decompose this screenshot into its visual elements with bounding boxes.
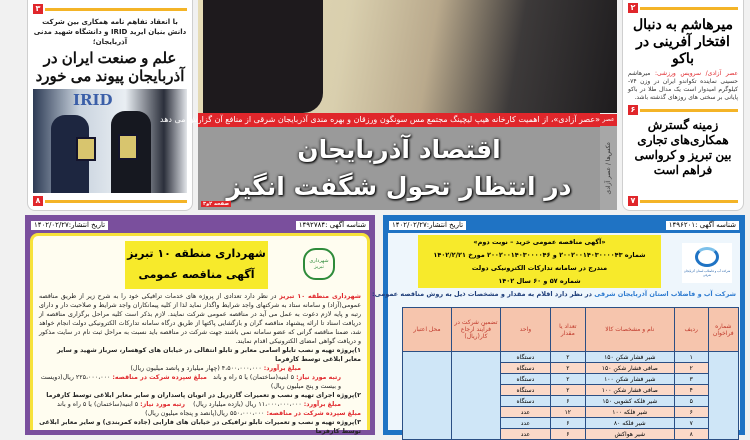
divider — [33, 4, 187, 14]
col-header: تضمین شرکت در فرآیند ارجاع کار(ریال) — [451, 308, 500, 352]
side-tag: عصر — [600, 114, 617, 126]
unit-cell: دستگاه — [500, 363, 550, 374]
item-estimate-rank — [39, 400, 361, 409]
label: مبلغ سپرده شرکت در مناقصه: — [266, 410, 361, 417]
ad-title-line: مندرج در سامانه تدارکات الکترونیکی دولت — [471, 264, 608, 272]
main-story-caption: «عصر آزادی»، از اهمیت کارخانه هیپ لیچینگ مجتمع مس سونگون ورزقان و بهره مندی آذربایجان شرقی از منافع آن گزارش می دهد — [198, 113, 600, 127]
label: مبلغ سپرده شرکت در مناقصه: — [112, 374, 207, 381]
ad-subtitle: آگهی مناقصه عمومی — [138, 268, 255, 281]
water-company-logo — [682, 243, 732, 283]
item-deposit — [39, 409, 361, 418]
divider — [628, 105, 738, 115]
intro-text: در نظر دارد اقلام به مقدار و مشخصات ذیل به روش مناقصه عمومی: — [372, 290, 592, 298]
quantity-cell: ۶ — [550, 429, 585, 440]
row-number-cell: ۶ — [674, 407, 708, 418]
item-name-cell: شیر فلکه کشویی ۱۵۰ — [585, 396, 674, 407]
story-headline: علم و صنعت ایران در آذربایجان پیوند می خورد — [35, 50, 185, 85]
page-number-badge: ۸ — [33, 196, 43, 206]
quantity-cell: ۶ — [550, 418, 585, 429]
headline-line-1: اقتصاد آذربایجان — [297, 135, 501, 164]
value: ۲۲۵،۰۰۰،۰۰۰ ریال(دویست و بیست و پنج میلیون ریال) — [40, 374, 341, 390]
unit-cell: دستگاه — [500, 385, 550, 396]
table-row — [403, 352, 739, 363]
divider-line — [640, 200, 738, 203]
col-header: تعداد یا مقدار — [550, 308, 585, 352]
guarantee-cell — [451, 352, 500, 440]
item-name-cell: شیر فشار شکن ۱۰۰ — [585, 374, 674, 385]
story-text: میرهاشم حسینی نماینده تکواندو ایران در وزن ۷۴- کیلوگرم امیدوار است یک مدال طلا در باکو پایانی بر سختی های روزهای گذشته باشد. — [628, 70, 738, 101]
col-header: واحد — [500, 308, 550, 352]
item-rank-deposit — [39, 373, 361, 391]
row-number-cell: ۱ — [674, 352, 708, 363]
page-number-badge: ۲ — [628, 3, 638, 13]
page-number-badge: ۳ — [33, 4, 43, 14]
main-story-headline — [198, 127, 600, 210]
ad-title: شهرداری منطقه ۱۰ تبریز — [127, 247, 266, 260]
quantity-cell: ۲ — [550, 352, 585, 363]
ad-body — [372, 233, 740, 438]
right-stories-card — [622, 0, 744, 211]
story-photo[interactable] — [33, 89, 187, 193]
label: رتبه مورد نیاز: — [296, 374, 341, 381]
label: رتبه مورد نیاز: — [140, 401, 186, 408]
item-name-cell: شیر فلکه ۸۰ — [585, 418, 674, 429]
quantity-cell: ۲ — [550, 363, 585, 374]
quantity-cell: ۱۲ — [550, 407, 585, 418]
value: ۵۵۰،۰۰۰،۰۰۰ ریال(پانصد و پنجاه میلیون ریال) — [145, 410, 265, 417]
ad-intro — [372, 290, 736, 299]
ad-intro — [39, 292, 361, 346]
story-headline: میرهاشم به دنبال افتخار آفرینی در باکو — [632, 16, 734, 66]
col-header: شماره فراخوان — [708, 308, 738, 352]
ad-id: شناسه آگهی :۱۴۹۶۲۰۱ — [666, 221, 739, 230]
ad-title-line: شماره ۲۰۰۲۰۰۱۴۰۳۰۰۰۰۴۳ و ۲۰۰۲۰۰۱۴۰۳۰۰۰۰۴۶ مورخ ۱۴۰۲/۲/۲۱ — [433, 251, 646, 259]
divider — [628, 196, 738, 206]
logo-caption: شرکت آب و فاضلاب استان آذربایجان شرقی — [683, 269, 731, 277]
funding-cell — [403, 352, 452, 440]
unit-cell: دستگاه — [500, 374, 550, 385]
ad-body — [30, 233, 370, 435]
quantity-cell: ۲ — [550, 374, 585, 385]
value: ۵ ابنیه(ساختمان) یا ۵ راه و باند — [212, 374, 295, 381]
photo-credit — [600, 126, 617, 210]
item-name-cell: صافی فشار شکن ۱۵۰ — [585, 363, 674, 374]
ad-id: شناسه آگهی :۱۴۹۲۷۸۴ — [296, 221, 369, 230]
value: ۴،۵۰۰،۰۰۰،۰۰۰ (چهار میلیارد و پانصد میلیون ریال) — [130, 365, 262, 372]
value: ۵ ابنیه(ساختمان) یا ۵ راه و باند — [57, 401, 139, 408]
left-story-card — [27, 0, 193, 211]
row-number-cell: ۳ — [674, 374, 708, 385]
table-header-row — [403, 308, 739, 352]
row-number-cell: ۸ — [674, 429, 708, 440]
divider-line — [45, 200, 187, 203]
publish-date: تاریخ انتشار:۱۴۰۲/۰۲/۲۷ — [389, 221, 466, 230]
unit-cell: عدد — [500, 418, 550, 429]
value: ۱۱،۰۰۰،۰۰۰،۰۰۰ ریال (یازده میلیارد ریال) — [193, 401, 302, 408]
item-name-cell: شیر هواکش — [585, 429, 674, 440]
unit-cell: دستگاه — [500, 396, 550, 407]
col-header: محل اعتبار — [403, 308, 452, 352]
row-number-cell: ۲ — [674, 363, 708, 374]
story-body — [628, 70, 738, 102]
intro-text: در نظر دارد تعدادی از پروژه های خدمات ترافیکی خود را به شرح زیر از طریق مناقصه عمومی(آزاد) و سامانه ستاد به شرکتهای واجد شرایط واگذار نماید لذا از کلیه پیمانکاران واجد شرایط و صلاحیت دار و دارای رتبه و پایه لازم دعوت به عمل می آید در مناقصه عمومی شرکت نمایند. لازم بذکر است کلیه مراحل برگزاری مناقصه از دریافت اسناد تا ارائه پیشنهاد مناقصه گران و بازگشایی پاکتها از طریق درگاه سامانه تدارکات الکترونیکی دولت انجام خواهد شد، ضمنا مناقصه گرانی که عضو سامانه نمی باشند جهت شرکت در مناقصه باید نسبت به مراحل ثبت نام در سایت مذکور و دریافت گواهی امضای الکترونیکی اقدام نمایند. — [39, 293, 361, 345]
unit-cell: عدد — [500, 407, 550, 418]
plaque — [76, 137, 96, 161]
unit-cell: دستگاه — [500, 352, 550, 363]
main-story-photo[interactable] — [198, 0, 617, 113]
item-title: ۱)پروژه تهیه و نصب تابلو اسامی معابر و تابلو انتقالی در خیابان های کوهسار، سرباز شهید و سایر معابر ابلاغی توسط کارفرما — [56, 347, 361, 363]
row-number-cell: ۷ — [674, 418, 708, 429]
divider-line — [45, 8, 187, 11]
divider-line — [640, 7, 738, 10]
divider — [628, 3, 738, 13]
item-estimate — [39, 364, 361, 373]
items-table — [402, 307, 739, 440]
label: مبلغ برآورد: — [303, 401, 341, 408]
tender-ad-municipality — [25, 215, 375, 435]
ad-title-box — [418, 235, 661, 288]
item-title: ۳)پروژه تهیه و نصب و تعمیرات تابلو ترافیکی در خیابان های فارابی (جاده کمربندی) و سایر معابر ابلاغی توسط کارفرما — [39, 419, 361, 435]
item-name-cell: شیر فلکه ۱۰۰ — [585, 407, 674, 418]
tender-ad-water-company — [372, 215, 745, 438]
intro-highlight: شهرداری منطقه ۱۰ تبریز — [279, 293, 361, 300]
story-source: عصر آزادی/ سرویس ورزشی: — [655, 70, 738, 77]
ad-title-box — [125, 241, 268, 289]
ad-title-line: شماره ۵۷ و ۶۰ سال ۱۴۰۲ — [498, 277, 581, 285]
ad-title-line: «آگهی مناقصه عمومی خرید – نوبت دوم» — [473, 238, 606, 246]
municipality-logo — [303, 248, 335, 280]
page-ref-tag: صفحه ۲و۳ — [203, 201, 230, 207]
divider-line — [640, 109, 738, 112]
story-kicker: با انعقاد تفاهم نامه همکاری بین شرکت دانش بنیان ایرید IRID و دانشگاه شهید مدنی آذربایجان؛ — [33, 18, 187, 46]
page-number-badge: ۷ — [628, 196, 638, 206]
quantity-cell: ۶ — [550, 396, 585, 407]
intro-highlight: شرکت آب و فاضلاب استان آذربایجان شرقی — [594, 290, 736, 298]
col-header: ردیف — [674, 308, 708, 352]
logo-mark — [695, 247, 719, 267]
ad-text-flow — [39, 292, 361, 436]
item-title: ۲)پروژه اجرای تهیه و نصب و تعمیرات گاردریل در اتوبان پاسداران و سایر معابر ابلاغی توسط کارفرما — [46, 392, 361, 399]
story-headline: زمینه گسترش همکاری‌های تجاری بین تبریز و کرواسی فراهم است — [634, 118, 732, 177]
irid-logo: IRID — [73, 91, 113, 109]
quantity-cell: ۲ — [550, 385, 585, 396]
divider — [33, 196, 187, 206]
figure — [203, 0, 323, 113]
row-number-cell: ۵ — [674, 396, 708, 407]
plaque — [118, 134, 138, 160]
row-number-cell: ۴ — [674, 385, 708, 396]
item-name-cell: شیر فشار شکن ۱۵۰ — [585, 352, 674, 363]
col-header: نام و مشخصات کالا — [585, 308, 674, 352]
photo-credit-text: عکس‌ها / عصر آزادی — [605, 141, 612, 195]
call-number-cell — [708, 352, 738, 440]
publish-date: تاریخ انتشار:۱۴۰۲/۰۲/۲۷ — [31, 221, 108, 230]
logo-text: شهرداری تبریز — [309, 258, 329, 270]
unit-cell: عدد — [500, 429, 550, 440]
page-number-badge: ۶ — [628, 105, 638, 115]
item-name-cell: صافی فشار شکن ۱۰۰ — [585, 385, 674, 396]
headline-line-2: در انتظار تحول شگفت انگیز — [226, 172, 572, 201]
label: مبلغ برآورد: — [263, 365, 301, 372]
